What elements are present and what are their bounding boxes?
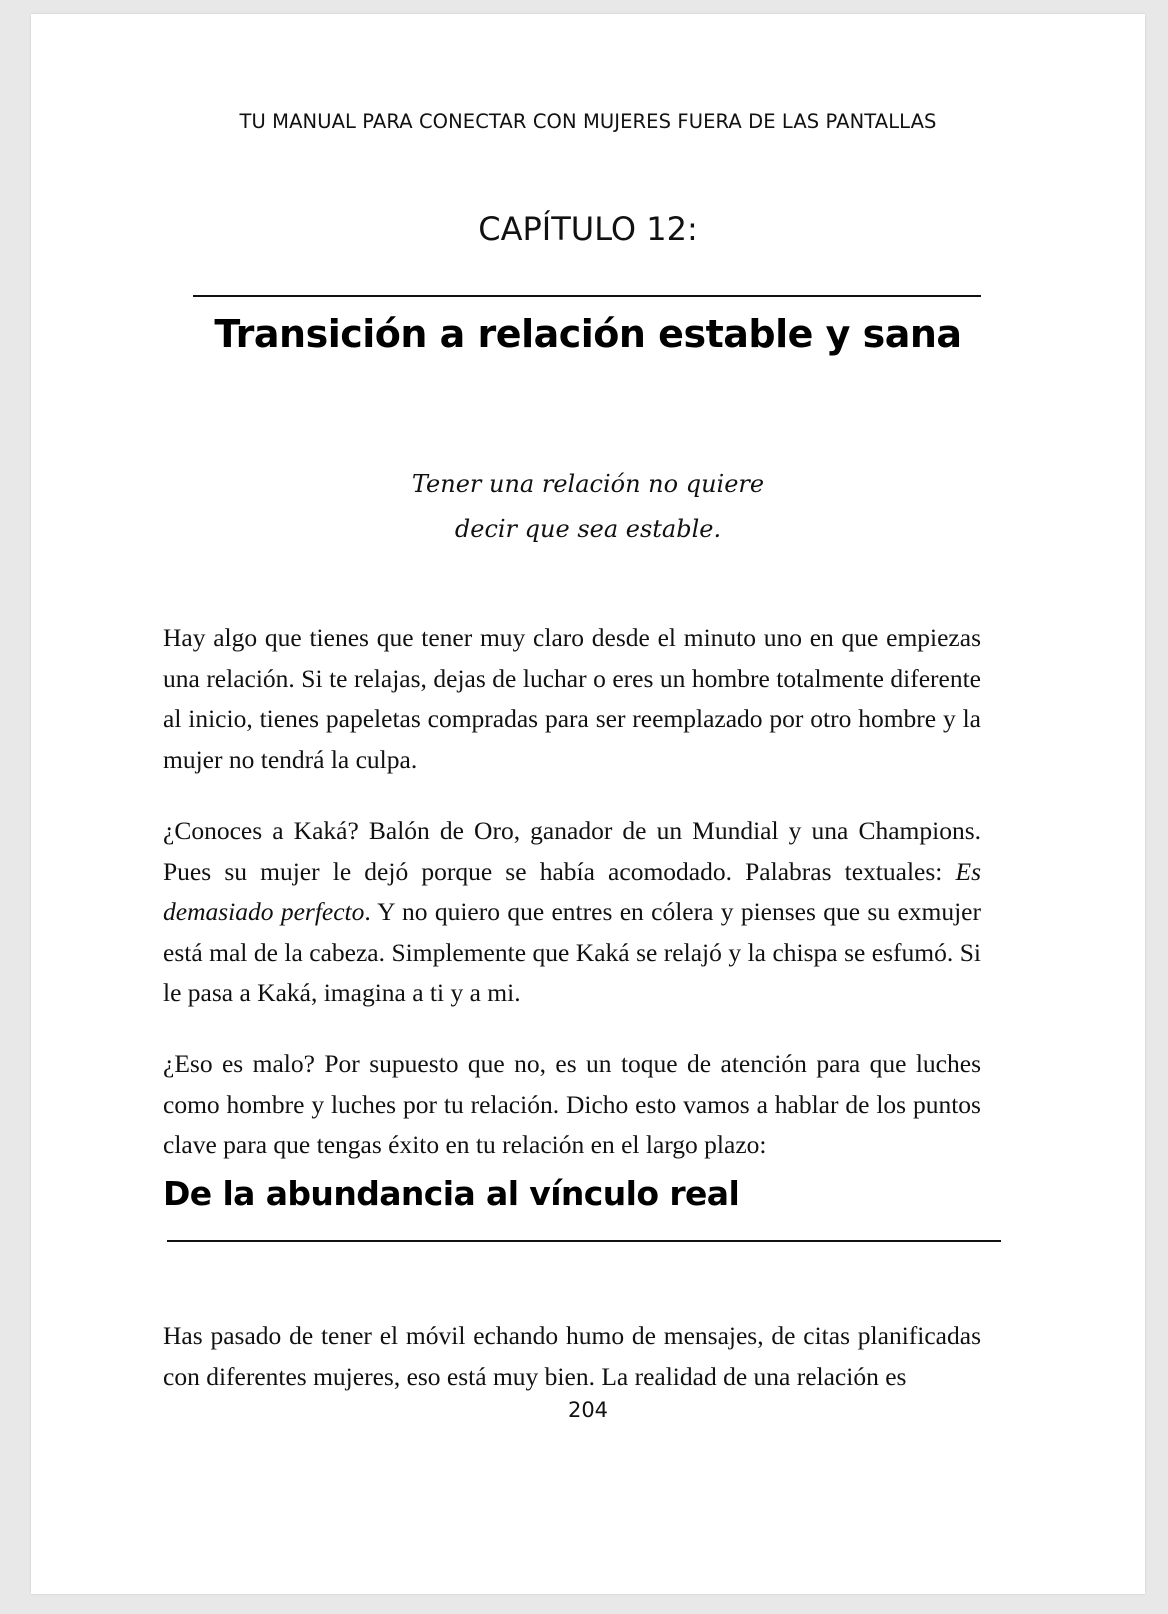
section-divider [167,1240,1001,1242]
paragraph-2-quote: Es demasiado perfecto [163,856,981,926]
chapter-divider [193,295,981,297]
epigraph [31,462,1145,552]
paragraph-3: ¿Eso es malo? Por supuesto que no, es un toque de atención para que luches como hombre y luches por tu relación. Dicho esto vamos a hablar de los puntos clave para que tengas éxito en tu relación en el largo plazo: [163,1049,981,1159]
section-heading: De la abundancia al vínculo real [163,1174,740,1213]
paragraph-2 [163,811,981,1014]
running-header: TU MANUAL PARA CONECTAR CON MUJERES FUERA DE LAS PANTALLAS [239,110,937,133]
epigraph-line-1: Tener una relación no quiere [411,470,765,498]
chapter-label: CAPÍTULO 12: [478,210,698,248]
paragraph-1: Hay algo que tienes que tener muy claro desde el minuto uno en que empiezas una relación. Si te relajas, dejas de luchar o eres un hombre totalmente diferente al inicio, tienes papeletas compradas para ser reemplazado por otro hombre y la mujer no tendrá la culpa. [163,623,981,774]
chapter-title: Transición a relación estable y sana [214,312,962,356]
paragraph-2-text-start: ¿Conoces a Kaká? Balón de Oro, ganador de un Mundial y una Champions. Pues su mujer le dejó porque se había acomodado. Palabras textuales: [163,816,981,886]
book-page [31,14,1145,1594]
epigraph-line-2: decir que sea estable. [454,515,722,543]
paragraph-2-text-end: . Y no quiero que entres en cólera y pienses que su exmujer está mal de la cabeza. Simplemente que Kaká se relajó y la chispa se esfumó. Si le pasa a Kaká, imagina a ti y a mi. [163,897,981,1007]
paragraph-4: Has pasado de tener el móvil echando humo de mensajes, de citas planificadas con diferentes mujeres, eso está muy bien. La realidad de una relación es [163,1321,981,1391]
page-number: 204 [567,1398,609,1422]
